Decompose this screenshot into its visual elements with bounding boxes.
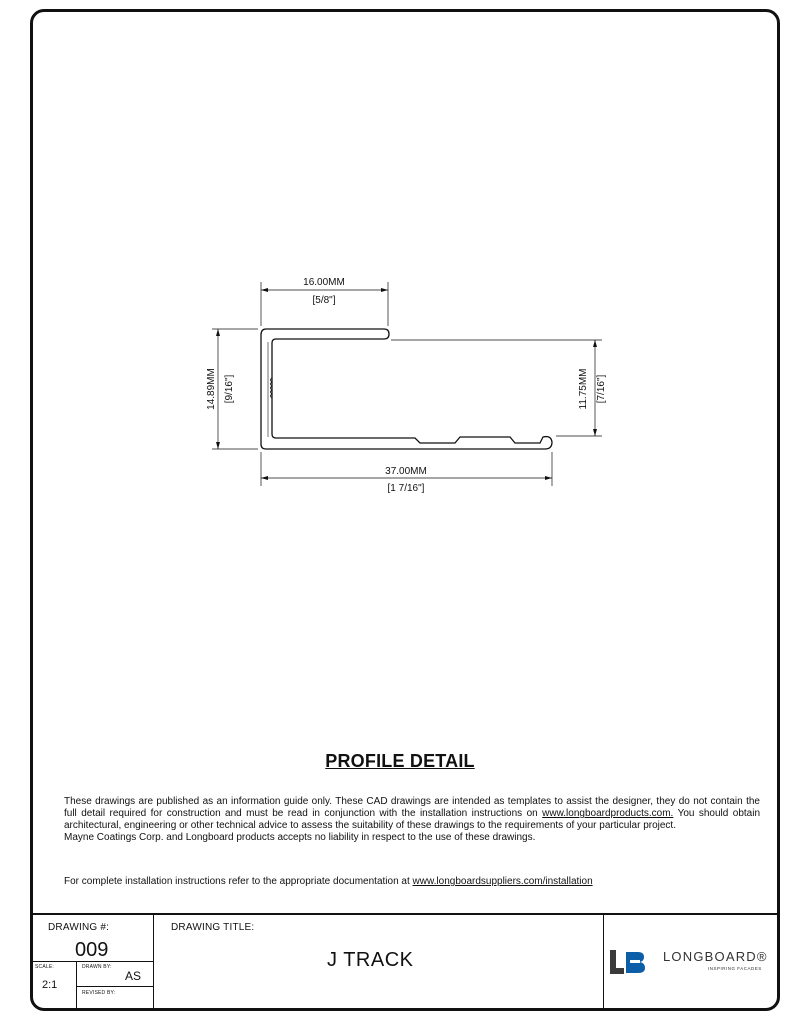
drawing-title: J TRACK <box>327 949 414 971</box>
title-block-revised-line <box>76 986 153 987</box>
drawing-number: 009 <box>75 939 109 961</box>
longboard-products-link[interactable]: www.longboardproducts.com. <box>542 808 674 819</box>
revised-by-label: REVISED BY: <box>82 990 116 996</box>
title-block-divider-left <box>153 915 154 1011</box>
drawn-by-label: DRAWN BY: <box>82 964 112 970</box>
right-height-in-label: [7/16"] <box>596 374 607 404</box>
top-width-mm-label: 16.00MM <box>303 277 345 288</box>
disclaimer-text <box>64 796 760 844</box>
disclaimer-part1: These drawings are published as an information guide only. These CAD drawings are intended as templates to assist the designer, they do not contain the full detail required for construction and must be read in conjunction with the installation instructions on <box>64 796 760 819</box>
drawn-by-value: AS <box>125 969 142 983</box>
drawing-number-label: DRAWING #: <box>48 922 110 933</box>
installation-note <box>64 876 593 887</box>
logo-tagline: INSPIRING FACADES <box>708 966 762 971</box>
installation-note-text: For complete installation instructions refer to the appropriate documentation at <box>64 876 413 887</box>
scale-label: SCALE: <box>35 964 54 970</box>
drawing-title-label: DRAWING TITLE: <box>171 922 255 933</box>
bottom-width-in-label: [1 7/16"] <box>387 483 425 494</box>
j-track-profile-outline <box>261 329 552 449</box>
bottom-width-mm-label: 37.00MM <box>385 466 427 477</box>
scale-value: 2:1 <box>42 979 58 991</box>
disclaimer-liability: Mayne Coatings Corp. and Longboard products accepts no liability in respect to the use of these drawings. <box>64 832 536 843</box>
title-block-top-border <box>30 913 780 915</box>
top-width-in-label: [5/8"] <box>312 295 336 306</box>
right-height-dimension <box>391 340 602 436</box>
title-block-divider-right <box>603 915 604 1011</box>
longboard-logo-icon <box>610 950 646 974</box>
logo-wordmark: LONGBOARD® <box>663 949 768 964</box>
disclaimer-part2: You should obtain architectural, engineering or other technical advice to assess the suitability of these drawings to the requirements of your particular project. <box>64 808 761 831</box>
left-height-in-label: [9/16"] <box>224 374 235 404</box>
right-height-mm-label: 11.75MM <box>578 368 589 410</box>
title-block <box>30 913 780 1011</box>
installation-link[interactable]: www.longboardsuppliers.com/installation <box>412 876 593 887</box>
section-title: PROFILE DETAIL <box>325 751 475 771</box>
left-height-dimension <box>212 329 258 449</box>
left-height-mm-label: 14.89MM <box>206 368 217 410</box>
